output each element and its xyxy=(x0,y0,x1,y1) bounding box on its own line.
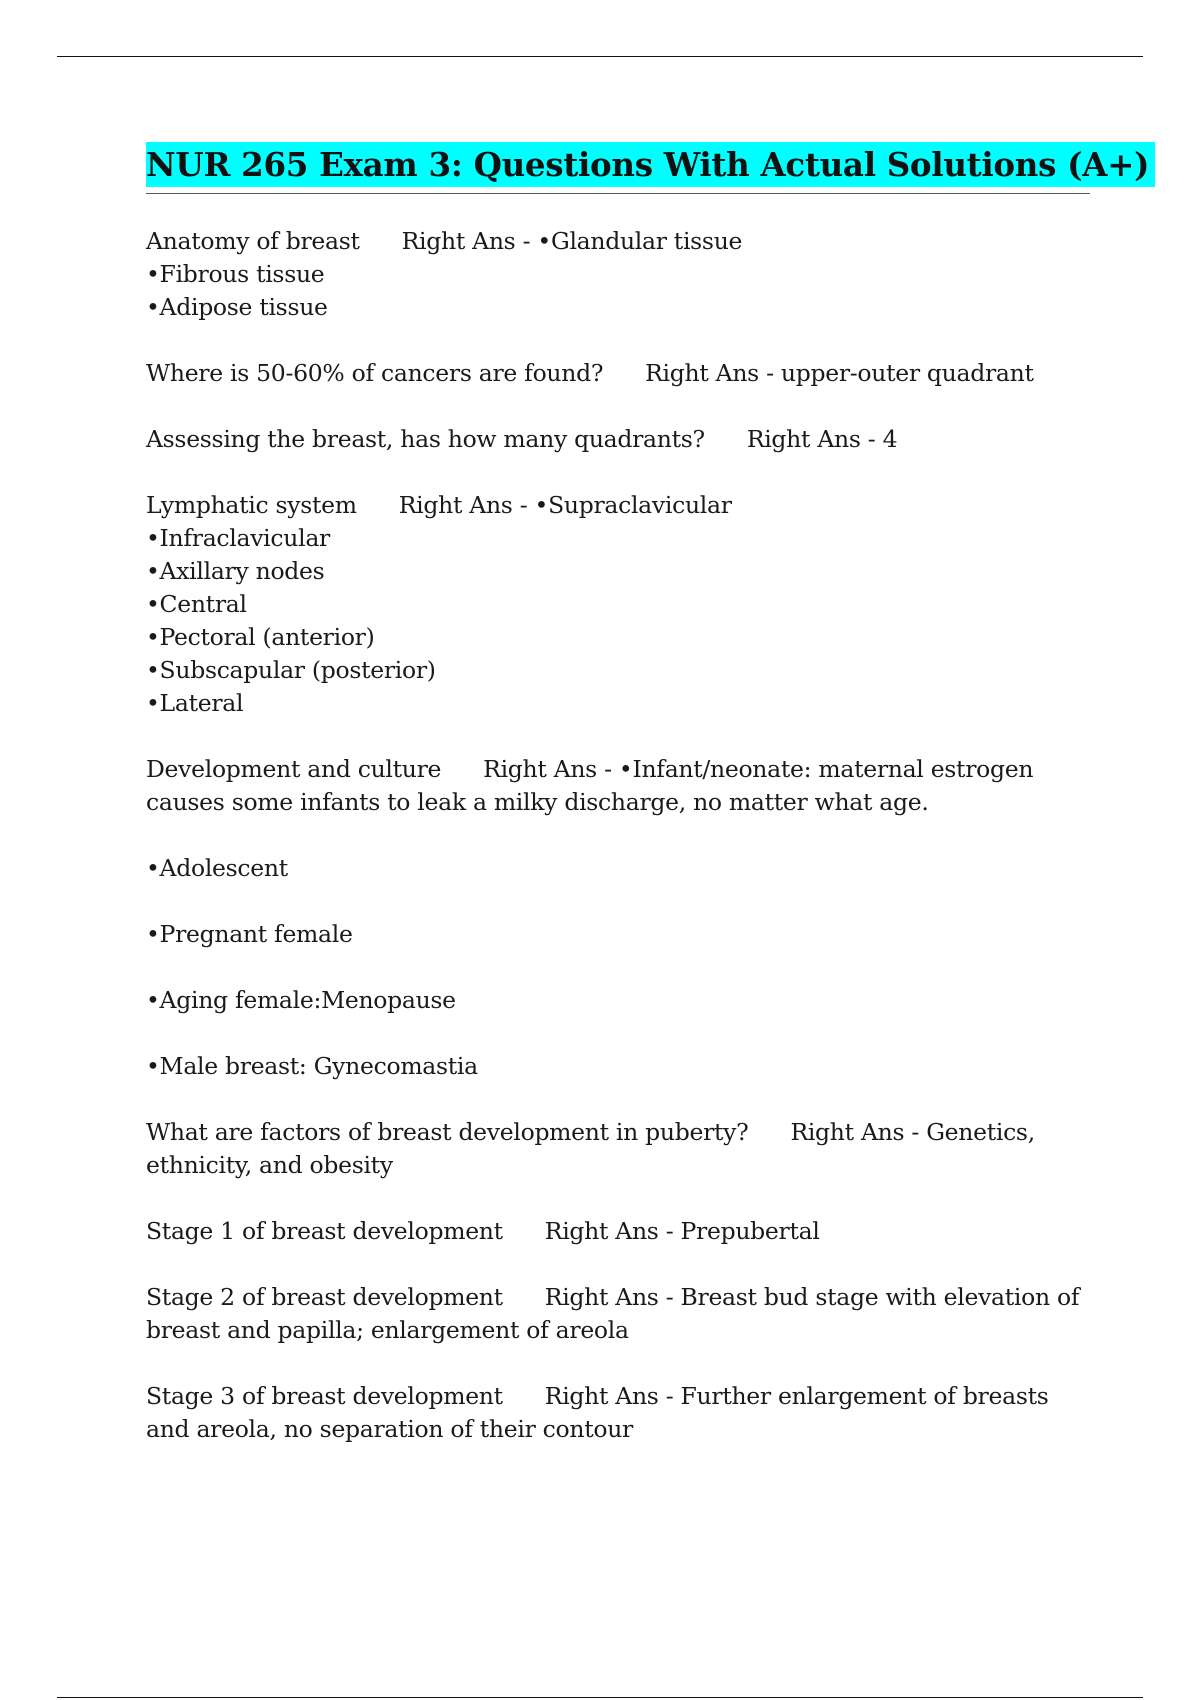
question-text: Assessing the breast, has how many quadrants? xyxy=(146,425,705,453)
qa-item xyxy=(146,1116,1090,1182)
document-body xyxy=(146,142,1150,1479)
qa-item xyxy=(146,225,1090,324)
answer-text: Further enlargement of breasts and areola, no separation of their contour xyxy=(146,1382,1049,1443)
question-text: Stage 3 of breast development xyxy=(146,1382,503,1410)
title-block xyxy=(146,142,1150,194)
header-rule xyxy=(57,56,1143,57)
bullet-paragraph: •Male breast: Gynecomastia xyxy=(146,1052,478,1080)
bullet-line: •Adipose tissue xyxy=(146,293,328,321)
document-title: NUR 265 Exam 3: Questions With Actual Solutions (A+) xyxy=(146,142,1155,187)
qa-first-line xyxy=(146,489,1090,522)
answer-prefix: Right Ans - xyxy=(483,755,619,783)
answer-prefix: Right Ans - xyxy=(645,359,781,387)
qa-item xyxy=(146,1281,1090,1347)
qa-first-line xyxy=(146,753,1090,819)
qa-item xyxy=(146,753,1090,1083)
answer-prefix: Right Ans - xyxy=(790,1118,927,1146)
answer-text: •Glandular tissue xyxy=(537,227,743,255)
answer-prefix: Right Ans - xyxy=(746,425,883,453)
answer-prefix: Right Ans - xyxy=(398,491,535,519)
bullet-line: •Central xyxy=(146,590,247,618)
question-text: Where is 50-60% of cancers are found? xyxy=(146,359,604,387)
bullet-line: •Fibrous tissue xyxy=(146,260,325,288)
question-text: Anatomy of breast xyxy=(146,227,360,255)
answer-prefix: Right Ans - xyxy=(544,1283,681,1311)
bullet-line: •Infraclavicular xyxy=(146,524,330,552)
question-text: What are factors of breast development in puberty? xyxy=(146,1118,749,1146)
bullet-paragraph: •Pregnant female xyxy=(146,920,353,948)
bullet-line: •Axillary nodes xyxy=(146,557,325,585)
bullet-line: •Lateral xyxy=(146,689,244,717)
qa-item xyxy=(146,489,1090,720)
answer-text: Prepubertal xyxy=(680,1217,820,1245)
qa-first-line xyxy=(146,357,1090,390)
qa-first-line xyxy=(146,423,1090,456)
qa-item xyxy=(146,1215,1090,1248)
question-text: Development and culture xyxy=(146,755,442,783)
qa-item xyxy=(146,1380,1090,1446)
answer-text: upper-outer quadrant xyxy=(780,359,1034,387)
answer-text: •Infant/neonate: maternal estrogen causes some infants to leak a milky discharge, no matter what age. xyxy=(146,755,1034,816)
answer-prefix: Right Ans - xyxy=(544,1217,681,1245)
question-text: Lymphatic system xyxy=(146,491,357,519)
qa-item xyxy=(146,357,1090,390)
qa-list xyxy=(146,225,1090,1446)
question-text: Stage 2 of breast development xyxy=(146,1283,503,1311)
answer-text: 4 xyxy=(882,425,898,453)
question-text: Stage 1 of breast development xyxy=(146,1217,503,1245)
footer-rule xyxy=(57,1697,1143,1698)
qa-first-line xyxy=(146,1116,1090,1182)
qa-first-line xyxy=(146,225,1090,258)
qa-first-line xyxy=(146,1380,1090,1446)
bullet-line: •Subscapular (posterior) xyxy=(146,656,436,684)
answer-prefix: Right Ans - xyxy=(401,227,538,255)
bullet-line: •Pectoral (anterior) xyxy=(146,623,375,651)
answer-text: •Supraclavicular xyxy=(534,491,732,519)
bullet-paragraph: •Adolescent xyxy=(146,854,288,882)
answer-text: Breast bud stage with elevation of breast and papilla; enlargement of areola xyxy=(146,1283,1080,1344)
answer-text: Genetics, ethnicity, and obesity xyxy=(146,1118,1035,1179)
qa-item xyxy=(146,423,1090,456)
qa-first-line xyxy=(146,1215,1090,1248)
qa-first-line xyxy=(146,1281,1090,1347)
answer-prefix: Right Ans - xyxy=(544,1382,681,1410)
bullet-paragraph: •Aging female:Menopause xyxy=(146,986,456,1014)
